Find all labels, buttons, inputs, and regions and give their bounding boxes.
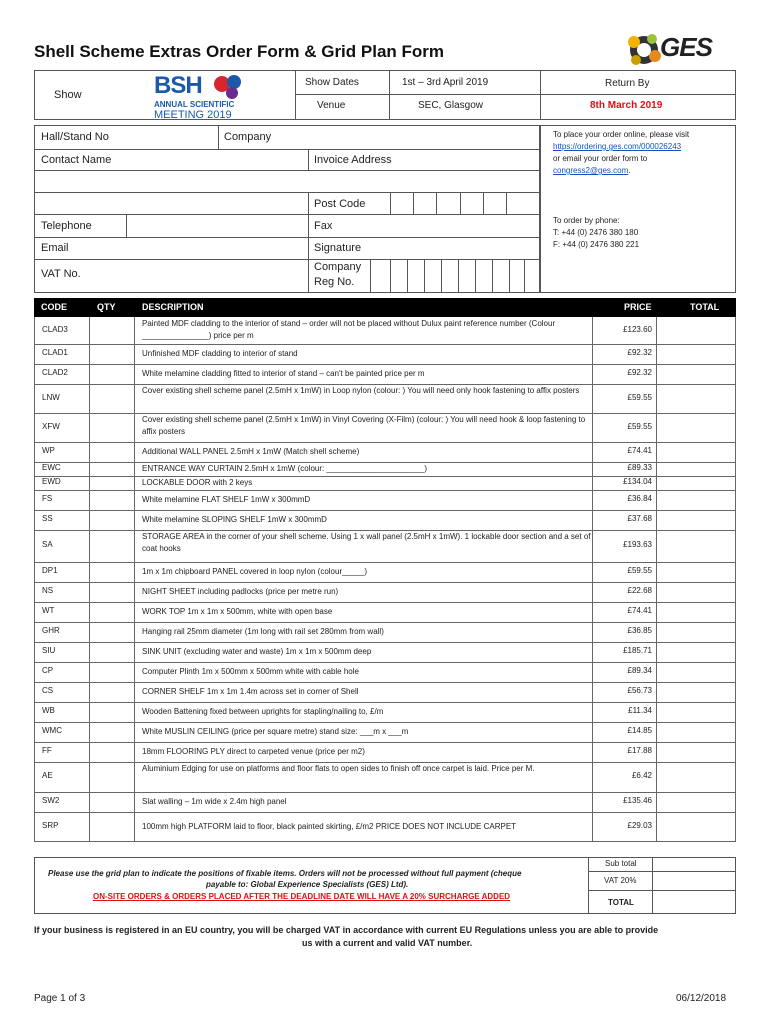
item-code: SS xyxy=(42,514,53,523)
grid-plan-note-1: Please use the grid plan to indicate the positions of fixable items. Orders will not be processed without full payment (cheque xyxy=(48,869,522,878)
item-price: £59.55 xyxy=(627,566,652,575)
quantity-column[interactable] xyxy=(90,317,134,841)
table-row xyxy=(34,442,736,463)
post-code-field[interactable]: Post Code xyxy=(314,198,366,210)
table-row xyxy=(34,762,736,793)
item-price: £36.85 xyxy=(627,626,652,635)
table-row xyxy=(34,662,736,683)
table-row xyxy=(34,702,736,723)
fax-number: F: +44 (0) 2476 380 221 xyxy=(553,240,640,249)
item-price: £193.63 xyxy=(623,540,652,549)
online-order-text: To place your order online, please visit xyxy=(553,130,690,139)
item-price: £89.34 xyxy=(627,666,652,675)
item-price: £29.03 xyxy=(627,821,652,830)
telephone-field[interactable]: Telephone xyxy=(41,220,92,232)
header-qty: QTY xyxy=(97,302,116,312)
item-code: SA xyxy=(42,540,53,549)
item-code: SW2 xyxy=(42,796,60,805)
phone-number: T: +44 (0) 2476 380 180 xyxy=(553,228,639,237)
item-description: Unfinished MDF cladding to interior of stand xyxy=(142,349,298,358)
online-order-link[interactable]: https://ordering.ges.com/000026243 xyxy=(553,142,682,151)
item-description: Wooden Battening fixed between uprights for stapling/nailing to, £/m xyxy=(142,707,384,716)
item-description: Cover existing shell scheme panel (2.5mH x 1mW) in Loop nylon (colour: ) You will need only hook fastening to affix posters xyxy=(142,386,580,395)
total-label: TOTAL xyxy=(608,898,634,907)
signature-field[interactable]: Signature xyxy=(314,242,362,254)
item-code: NS xyxy=(42,586,54,595)
ges-logo xyxy=(624,30,734,70)
item-code: CLAD3 xyxy=(42,325,68,334)
item-price: £11.34 xyxy=(628,706,652,715)
item-price: £37.68 xyxy=(627,514,652,523)
table-row xyxy=(34,413,736,443)
table-row xyxy=(34,582,736,603)
ges-logo-text: GES xyxy=(660,32,712,62)
item-code: CP xyxy=(42,666,54,675)
item-price: £6.42 xyxy=(631,771,652,780)
item-price: £14.85 xyxy=(627,726,652,735)
onsite-surcharge-note: ON-SITE ORDERS & ORDERS PLACED AFTER THE DEADLINE DATE WILL HAVE A 20% SURCHARGE ADDED xyxy=(93,892,511,901)
item-price: £59.55 xyxy=(627,422,652,431)
item-code: CS xyxy=(42,686,54,695)
item-description: ENTRANCE WAY CURTAIN 2.5mH x 1mW (colour: ______________________) xyxy=(142,464,428,473)
table-row xyxy=(34,490,736,511)
bsh-logo xyxy=(154,72,269,120)
header-code: CODE xyxy=(41,302,68,312)
subtotal-label: Sub total xyxy=(605,859,637,868)
hall-stand-field[interactable]: Hall/Stand No xyxy=(41,131,109,143)
item-description: 100mm high PLATFORM laid to floor, black painted skirting, £/m2 PRICE DOES NOT INCLUDE CARPET xyxy=(142,822,517,831)
item-price: £74.41 xyxy=(627,446,652,455)
item-description: CORNER SHELF 1m x 1m 1.4m across set in corner of Shell xyxy=(142,687,359,696)
item-code: WMC xyxy=(42,726,62,735)
contact-details-form xyxy=(34,125,540,293)
email-period: . xyxy=(628,166,631,175)
item-price: £134.04 xyxy=(623,477,652,486)
item-code: SIU xyxy=(42,646,56,655)
show-dates-label: Show Dates xyxy=(305,77,359,88)
column-divider xyxy=(134,317,135,841)
company-reg-label-1: Company xyxy=(314,261,362,273)
item-description: White melamine FLAT SHELF 1mW x 300mmD xyxy=(142,495,311,504)
item-price: £92.32 xyxy=(627,368,652,377)
item-code: CLAD2 xyxy=(42,368,68,377)
table-row xyxy=(34,344,736,365)
vat-number-field[interactable]: VAT No. xyxy=(41,268,81,280)
bsh-logo-sub2: MEETING 2019 xyxy=(154,109,232,121)
item-description: Painted MDF cladding to the interior of stand – order will not be placed without Dulux paint reference number (Colour _______________) price per m xyxy=(142,319,556,340)
ges-globe-icon xyxy=(624,30,664,70)
page-title: Shell Scheme Extras Order Form & Grid Plan Form xyxy=(34,42,445,61)
company-reg-label-2: Reg No. xyxy=(314,276,355,288)
item-description: White melamine cladding fitted to interior of stand – can't be painted price per m xyxy=(142,369,425,378)
item-description: Cover existing shell scheme panel (2.5mH x 1mW) in Vinyl Covering (X-Film) (colour: ) You will need hook & loop fastening to affix posters xyxy=(142,415,586,436)
table-row xyxy=(34,562,736,583)
item-description: White melamine SLOPING SHELF 1mW x 300mmD xyxy=(142,515,327,524)
item-code: EWC xyxy=(42,463,61,472)
item-code: LNW xyxy=(42,393,60,402)
item-description: Aluminium Edging for use on platforms and floor flats to open sides to finish off once carpet is laid. Price per M. xyxy=(142,764,535,773)
table-row xyxy=(34,642,736,663)
email-order-text: or email your order form to xyxy=(553,154,648,163)
table-row xyxy=(34,622,736,643)
fax-field[interactable]: Fax xyxy=(314,220,333,232)
bsh-logo-sub1: ANNUAL SCIENTIFIC xyxy=(154,100,235,109)
header-description: DESCRIPTION xyxy=(142,302,204,312)
item-price: £36.84 xyxy=(627,494,652,503)
table-row xyxy=(34,792,736,813)
item-price: £185.71 xyxy=(623,646,652,655)
grid-plan-note-2: payable to: Global Experience Specialists (GES) Ltd). xyxy=(206,880,409,889)
table-row xyxy=(34,510,736,531)
table-row xyxy=(34,384,736,414)
item-description: LOCKABLE DOOR with 2 keys xyxy=(142,478,253,487)
item-price: £22.68 xyxy=(627,586,652,595)
item-description: 1m x 1m chipboard PANEL covered in loop nylon (colour_____) xyxy=(142,567,368,576)
table-row xyxy=(34,602,736,623)
item-description: Additional WALL PANEL 2.5mH x 1mW (Match shell scheme) xyxy=(142,447,360,456)
item-code: XFW xyxy=(42,422,60,431)
table-row xyxy=(34,722,736,743)
heart-icon xyxy=(212,72,248,102)
item-price: £59.55 xyxy=(627,393,652,402)
column-divider xyxy=(34,317,35,841)
item-description: Hanging rail 25mm diameter (1m long with rail set 280mm from wall) xyxy=(142,627,384,636)
table-row xyxy=(34,742,736,763)
table-row xyxy=(34,364,736,385)
item-code: WB xyxy=(42,706,55,715)
item-description: Computer Plinth 1m x 500mm x 500mm white with cable hole xyxy=(142,667,359,676)
return-by-label: Return By xyxy=(605,78,650,89)
item-code: DP1 xyxy=(42,566,58,575)
bsh-logo-main: BSH xyxy=(154,72,202,99)
item-price: £92.32 xyxy=(627,348,652,357)
column-divider xyxy=(735,317,736,841)
item-code: EWD xyxy=(42,477,61,486)
document-date: 06/12/2018 xyxy=(676,993,727,1004)
table-header xyxy=(34,298,736,317)
item-description: Slat walling – 1m wide x 2.4m high panel xyxy=(142,797,287,806)
eu-vat-note-2: us with a current and valid VAT number. xyxy=(302,938,473,948)
contact-name-field[interactable]: Contact Name xyxy=(41,154,112,166)
page-number: Page 1 of 3 xyxy=(34,993,86,1004)
item-code: WT xyxy=(42,606,55,615)
item-price: £123.60 xyxy=(623,325,652,334)
item-code: SRP xyxy=(42,821,59,830)
order-email-link[interactable]: congress2@ges.com xyxy=(553,166,629,175)
item-description: 18mm FLOORING PLY direct to carpeted venue (price per m2) xyxy=(142,747,365,756)
show-label: Show xyxy=(54,89,82,101)
item-price: £74.41 xyxy=(627,606,652,615)
phone-order-title: To order by phone: xyxy=(553,216,620,225)
company-field[interactable]: Company xyxy=(224,131,272,143)
item-code: CLAD1 xyxy=(42,348,68,357)
item-code: AE xyxy=(42,771,53,780)
table-row xyxy=(34,462,736,477)
table-row xyxy=(34,530,736,563)
vat-label: VAT 20% xyxy=(604,876,637,885)
header-total: TOTAL xyxy=(690,302,720,312)
table-row xyxy=(34,812,736,842)
table-row xyxy=(34,317,736,345)
item-description: WORK TOP 1m x 1m x 500mm, white with open base xyxy=(142,607,333,616)
table-row xyxy=(34,682,736,703)
item-code: FS xyxy=(42,494,53,503)
item-description: STORAGE AREA in the corner of your shell scheme. Using 1 x wall panel (2.5mH x 1mW). 1 lockable door section and a set of coat hooks xyxy=(142,532,591,553)
show-dates-value: 1st – 3rd April 2019 xyxy=(402,77,489,88)
header-price: PRICE xyxy=(624,302,652,312)
venue-label: Venue xyxy=(317,100,346,111)
eu-vat-note-1: If your business is registered in an EU country, you will be charged VAT in accordance with current EU Regulations unless you are able to provide xyxy=(34,925,659,935)
item-price: £17.88 xyxy=(627,746,652,755)
item-description: White MUSLIN CEILING (price per square metre) stand size: ___m x ___m xyxy=(142,727,409,736)
email-order-line xyxy=(553,166,631,175)
return-by-value: 8th March 2019 xyxy=(590,100,663,111)
column-divider xyxy=(592,317,593,841)
email-field[interactable]: Email xyxy=(41,242,69,254)
item-description: SINK UNIT (excluding water and waste) 1m x 1m x 500mm deep xyxy=(142,647,372,656)
item-code: WP xyxy=(42,446,55,455)
item-code: FF xyxy=(42,746,52,755)
item-price: £89.33 xyxy=(627,463,652,472)
table-row xyxy=(34,476,736,491)
item-description: NIGHT SHEET including padlocks (price per metre run) xyxy=(142,587,339,596)
item-price: £135.46 xyxy=(623,796,652,805)
column-divider xyxy=(656,317,657,841)
invoice-address-field[interactable]: Invoice Address xyxy=(314,154,392,166)
venue-value: SEC, Glasgow xyxy=(418,100,484,111)
item-price: £56.73 xyxy=(627,686,652,695)
item-code: GHR xyxy=(42,626,60,635)
